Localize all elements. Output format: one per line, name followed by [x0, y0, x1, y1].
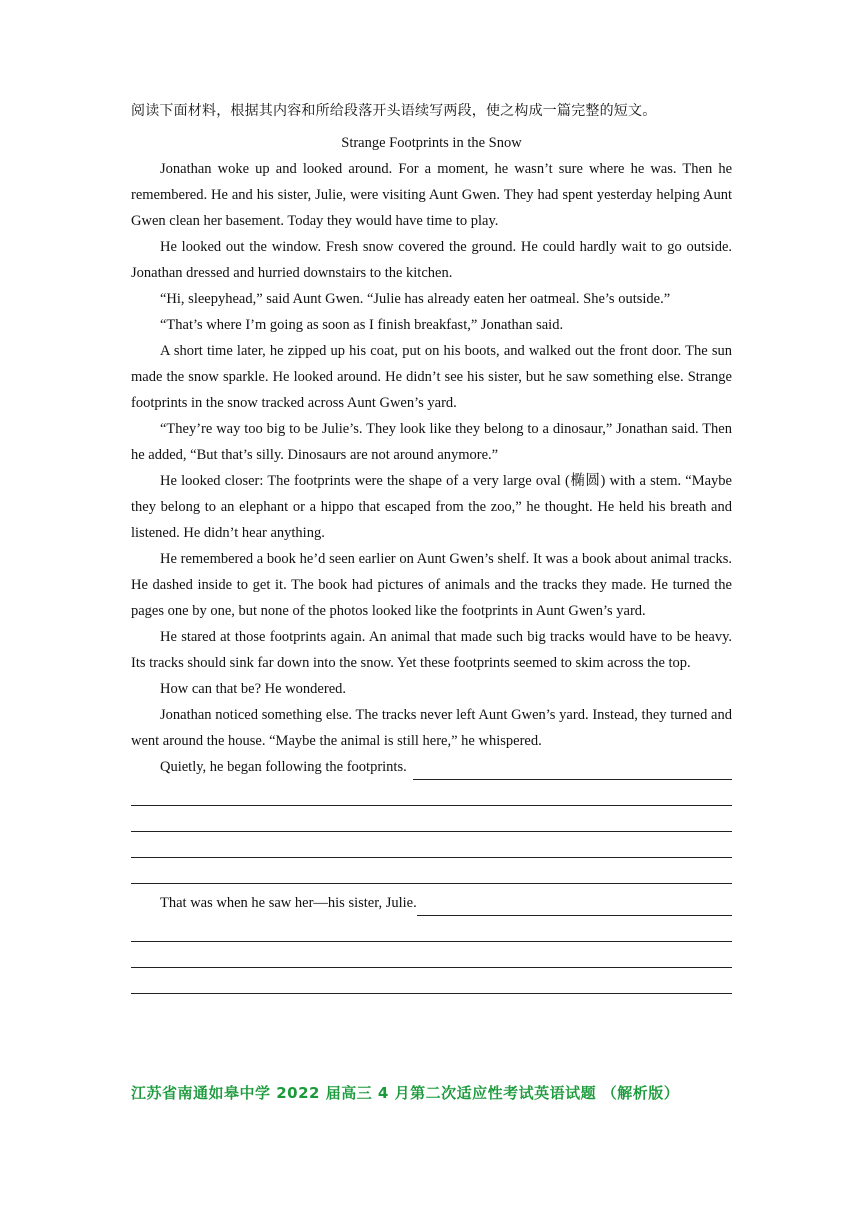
- story-paragraph: He looked out the window. Fresh snow covered the ground. He could hardly wait to go outside. Jonathan dressed and hurried downstairs to the kitchen.: [131, 239, 732, 281]
- story-title: Strange Footprints in the Snow: [341, 135, 522, 151]
- exam-source-title: 江苏省南通如皋中学 2022 届高三 4 月第二次适应性考试英语试题 （解析版）: [131, 1084, 680, 1102]
- story-paragraph: “Hi, sleepyhead,” said Aunt Gwen. “Julie has already eaten her oatmeal. She’s outside.”: [160, 291, 671, 307]
- answer-line[interactable]: [131, 806, 732, 832]
- instruction-text: 阅读下面材料，根据其内容和所给段落开头语续写两段，使之构成一篇完整的短文。: [131, 104, 657, 119]
- story-paragraph: Jonathan noticed something else. The tracks never left Aunt Gwen’s yard. Instead, they turned and went around the house. “Maybe the animal is still here,” he whispered.: [131, 707, 732, 749]
- continuation-prompt-1: [131, 754, 732, 780]
- story-paragraph: He stared at those footprints again. An animal that made such big tracks would have to be heavy. Its tracks should sink far down into the snow. Yet these footprints seemed to skim across the top.: [131, 629, 732, 671]
- continuation-prompt-2: [131, 890, 732, 916]
- answer-line[interactable]: [131, 916, 732, 942]
- answer-line[interactable]: [131, 858, 732, 884]
- story-paragraph: How can that be? He wondered.: [160, 681, 347, 697]
- story-paragraph: “They’re way too big to be Julie’s. They look like they belong to a dinosaur,” Jonathan said. Then he added, “But that’s silly. Dinosaurs are not around anymore.”: [131, 421, 732, 463]
- answer-blank[interactable]: [417, 897, 732, 916]
- answer-line[interactable]: [131, 832, 732, 858]
- document-body: [131, 100, 732, 994]
- story-paragraph: He remembered a book he’d seen earlier on Aunt Gwen’s shelf. It was a book about animal tracks. He dashed inside to get it. The book had pictures of animals and the tracks they made. He turned the pages one by one, but none of the photos looked like the footprints in Aunt Gwen’s yard.: [131, 551, 732, 619]
- answer-line[interactable]: [131, 942, 732, 968]
- answer-blank[interactable]: [413, 761, 732, 780]
- answer-line[interactable]: [131, 780, 732, 806]
- story-paragraph: Jonathan woke up and looked around. For a moment, he wasn’t sure where he was. Then he remembered. He and his sister, Julie, were visiting Aunt Gwen. They had spent yesterday helping Aunt Gwen clean her basement. Today they would have time to play.: [131, 161, 732, 229]
- story-paragraph: He looked closer: The footprints were the shape of a very large oval (椭圆) with a stem. “Maybe they belong to an elephant or a hippo that escaped from the zoo,” he thought. He held his breath and listened. He didn’t hear anything.: [131, 473, 732, 541]
- story-paragraph: “That’s where I’m going as soon as I finish breakfast,” Jonathan said.: [160, 317, 564, 333]
- answer-line[interactable]: [131, 968, 732, 994]
- story-paragraph: A short time later, he zipped up his coat, put on his boots, and walked out the front door. The sun made the snow sparkle. He looked around. He didn’t see his sister, but he saw something else. Strange footprints in the snow tracked across Aunt Gwen’s yard.: [131, 343, 732, 411]
- prompt-1-text: Quietly, he began following the footprints.: [160, 759, 407, 775]
- prompt-2-text: That was when he saw her—his sister, Julie.: [160, 895, 417, 911]
